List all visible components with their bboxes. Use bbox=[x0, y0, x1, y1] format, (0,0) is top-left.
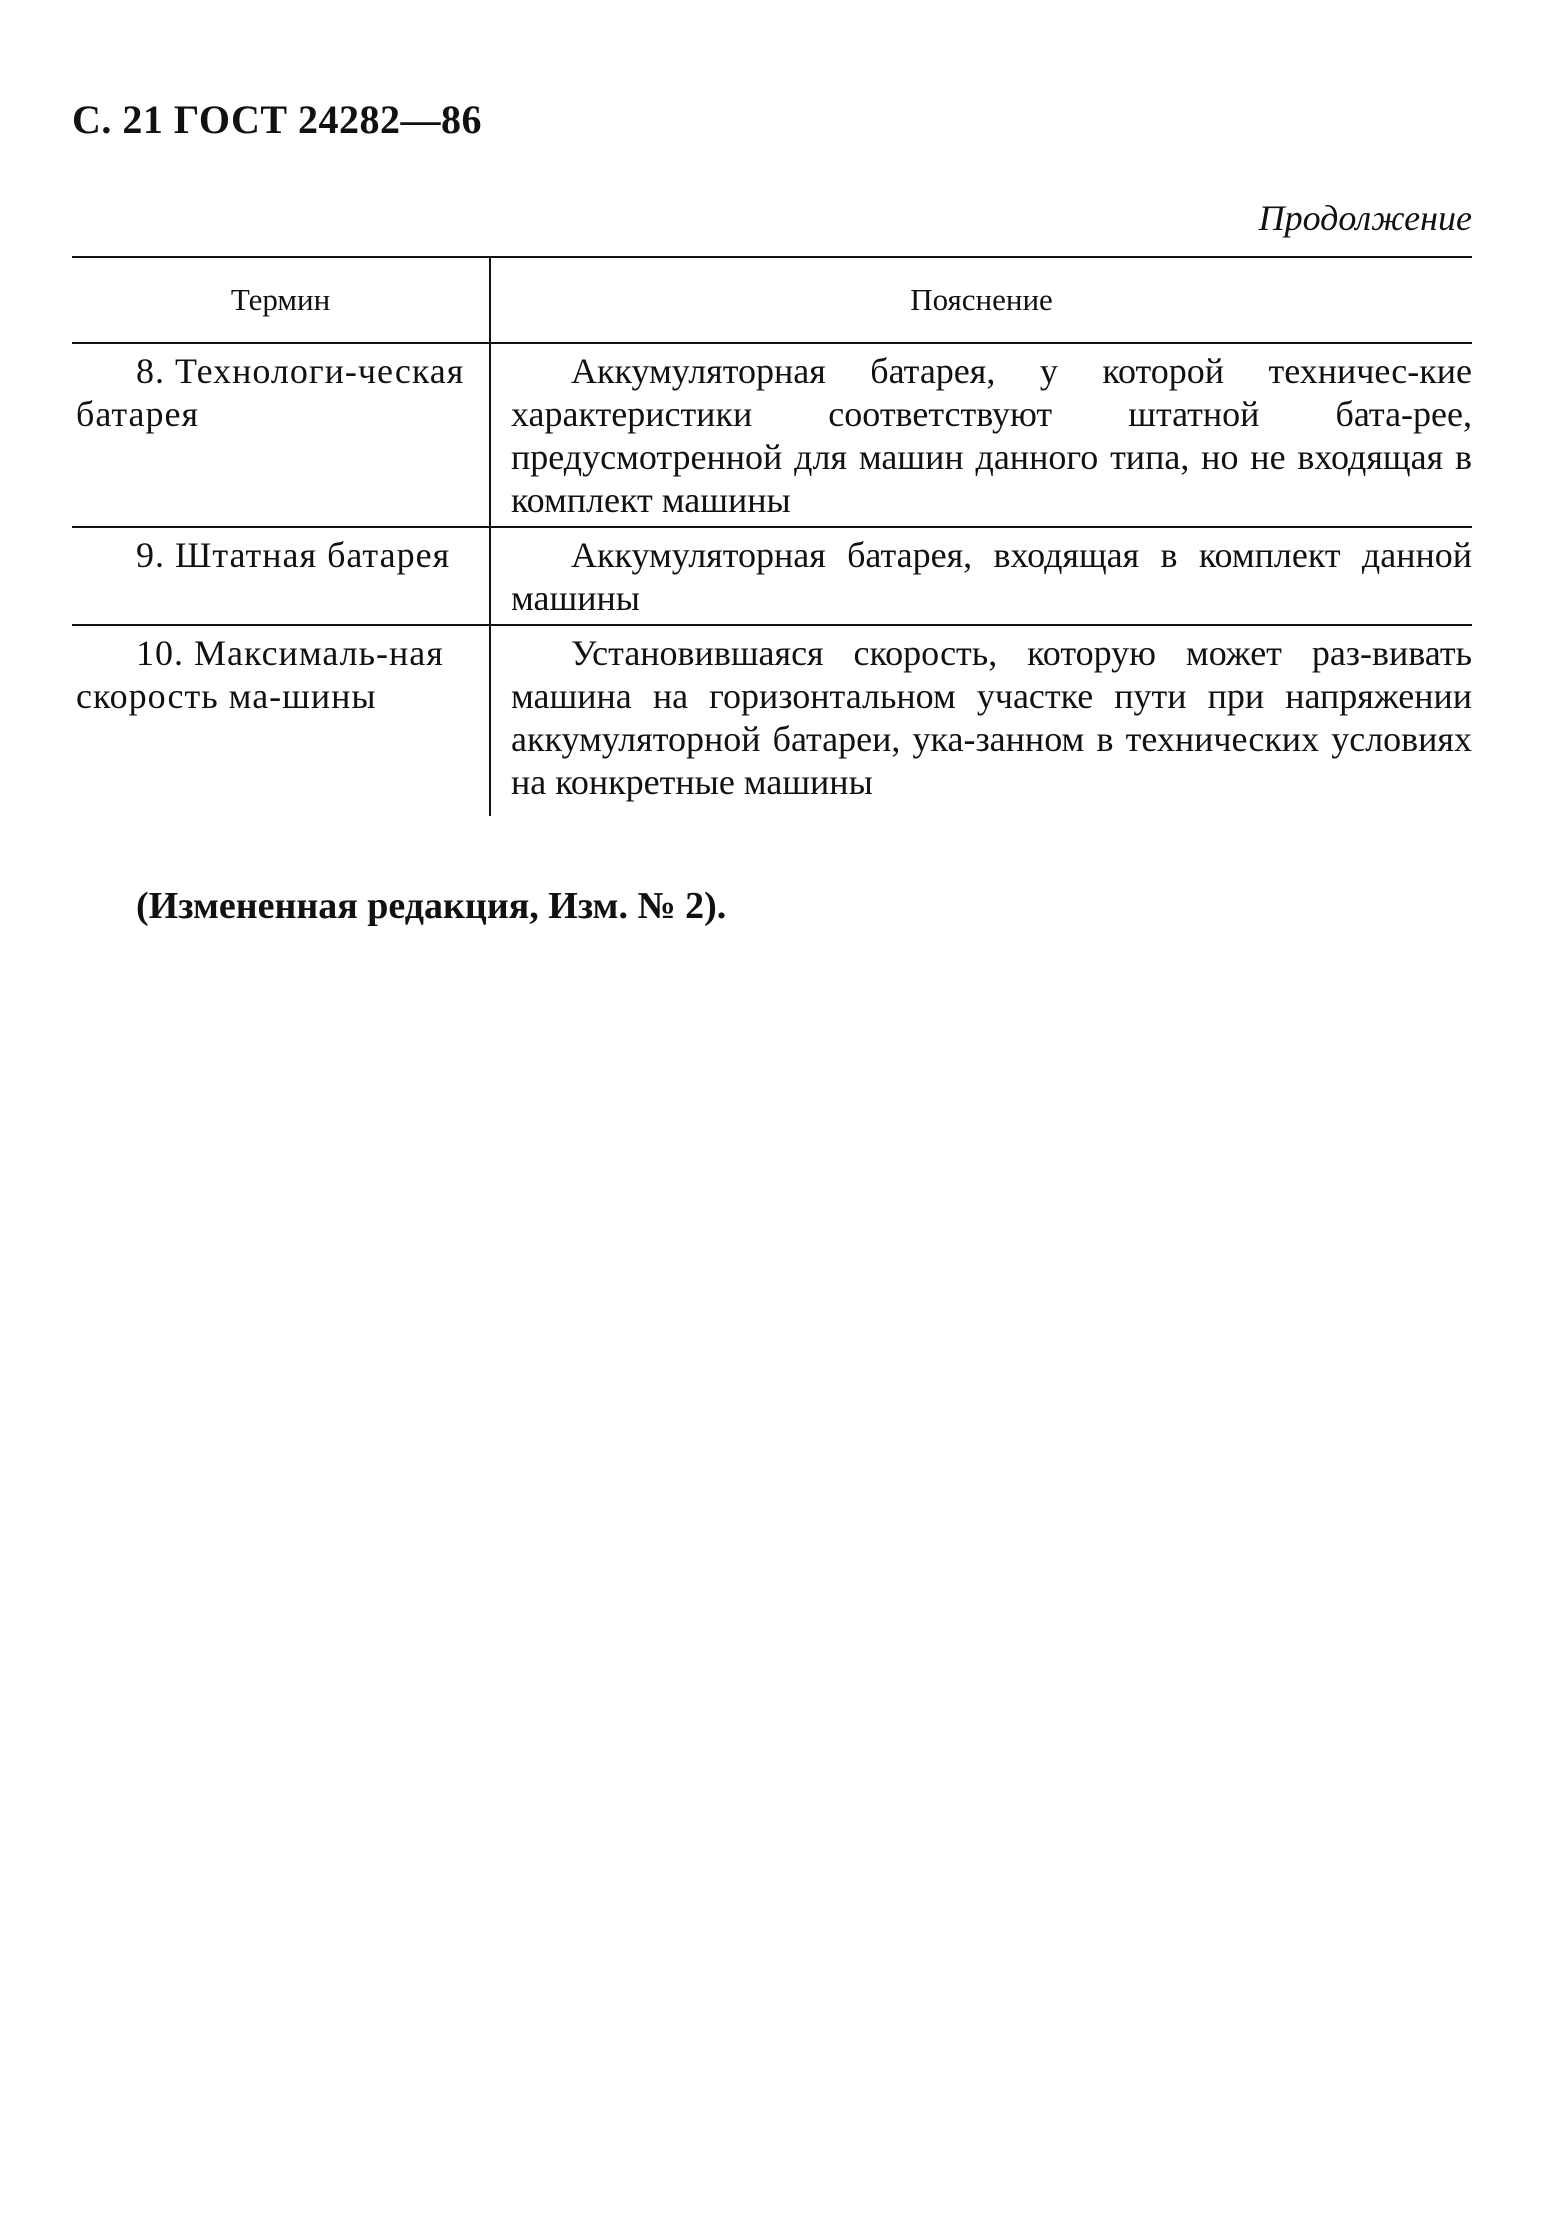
table-row bbox=[72, 527, 1472, 625]
table-header-row bbox=[72, 257, 1472, 343]
terms-table bbox=[72, 256, 1472, 816]
column-header-term: Термин bbox=[72, 257, 490, 343]
amendment-note: (Измененная редакция, Изм. № 2). bbox=[136, 885, 727, 927]
table-row bbox=[72, 625, 1472, 816]
explanation-cell: Установившаяся скорость, которую может раз-вивать машина на горизонтальном участке пути при напряжении аккумуляторной батареи, ука-занном в технических условиях на конкретные машины bbox=[511, 633, 1472, 802]
continuation-label: Продолжение bbox=[1258, 198, 1472, 238]
table-row bbox=[72, 343, 1472, 527]
term-cell: 9. Штатная батарея bbox=[72, 527, 490, 625]
page-title: С. 21 ГОСТ 24282—86 bbox=[72, 97, 483, 142]
term-cell: 10. Максималь-ная скорость ма-шины bbox=[72, 625, 490, 816]
explanation-cell: Аккумуляторная батарея, входящая в комплект данной машины bbox=[490, 527, 1472, 625]
column-header-explanation: Пояснение bbox=[490, 257, 1472, 343]
term-cell: 8. Технологи-ческая батарея bbox=[72, 343, 490, 527]
explanation-cell: Аккумуляторная батарея, у которой техничес-кие характеристики соответствуют штатной бата-рее, предусмотренной для машин данного типа, но не входящая в комплект машины bbox=[490, 343, 1472, 527]
